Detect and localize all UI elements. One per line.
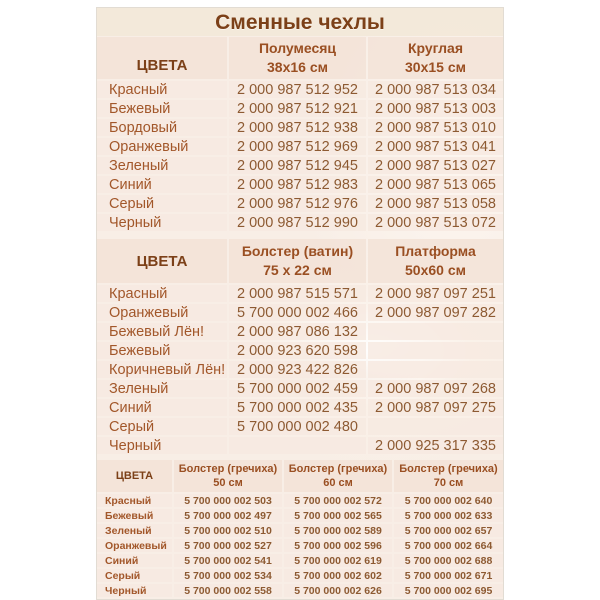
barcode-cell: 2 000 987 086 132 [229, 323, 366, 340]
covers-table-2 [97, 239, 503, 454]
barcode-cell: 2 000 987 513 065 [368, 176, 503, 193]
product-column-header [229, 239, 366, 283]
product-name-label: Болстер (гречиха) [399, 462, 498, 475]
barcode-cell: 5 700 000 002 503 [174, 494, 282, 507]
barcode-cell: 2 000 987 512 990 [229, 214, 366, 231]
product-name-label: Болстер (гречиха) [178, 462, 278, 475]
product-column-header [368, 37, 503, 79]
color-name-cell: Синий [97, 554, 172, 567]
color-name-cell: Зеленый [97, 380, 227, 397]
barcode-cell: 2 000 987 513 034 [368, 81, 503, 98]
product-size-label: 75 х 22 см [263, 262, 332, 278]
barcode-cell: 2 000 987 512 983 [229, 176, 366, 193]
color-name-cell: Бежевый [97, 100, 227, 117]
product-info-sheet [96, 7, 504, 600]
barcode-cell: 2 000 923 620 598 [229, 342, 366, 359]
barcode-cell: 5 700 000 002 497 [174, 509, 282, 522]
barcode-cell: 5 700 000 002 510 [174, 524, 282, 537]
color-name-cell: Черный [97, 214, 227, 231]
barcode-cell: 2 000 987 097 275 [368, 399, 503, 416]
product-column-header [368, 239, 503, 283]
barcode-cell: 5 700 000 002 633 [394, 509, 503, 522]
barcode-cell: 2 000 987 512 938 [229, 119, 366, 136]
product-size-label: 30х15 см [405, 59, 466, 75]
barcode-cell [368, 361, 503, 378]
color-name-cell: Бежевый Лён! [97, 323, 227, 340]
barcode-cell: 5 700 000 002 602 [284, 569, 392, 582]
color-name-cell: Зеленый [97, 157, 227, 174]
barcode-cell: 2 000 987 513 072 [368, 214, 503, 231]
barcode-cell: 5 700 000 002 657 [394, 524, 503, 537]
barcode-cell: 2 000 925 317 335 [368, 437, 503, 454]
color-name-cell: Серый [97, 418, 227, 435]
page-title: Сменные чехлы [97, 8, 503, 36]
product-name-label: Полумесяц [258, 40, 337, 57]
barcode-cell: 2 000 987 512 969 [229, 138, 366, 155]
barcode-cell: 2 000 987 513 027 [368, 157, 503, 174]
barcode-cell: 5 700 000 002 534 [174, 569, 282, 582]
barcode-cell: 2 000 987 513 010 [368, 119, 503, 136]
product-name-label: Болстер (ватин) [241, 243, 354, 260]
barcode-cell [229, 437, 366, 454]
barcode-cell: 2 000 923 422 826 [229, 361, 366, 378]
color-name-cell: Оранжевый [97, 138, 227, 155]
barcode-cell: 5 700 000 002 626 [284, 584, 392, 597]
barcode-cell: 5 700 000 002 671 [394, 569, 503, 582]
barcode-cell: 5 700 000 002 688 [394, 554, 503, 567]
barcode-cell [368, 342, 503, 359]
barcode-cell: 5 700 000 002 558 [174, 584, 282, 597]
color-name-cell: Бордовый [97, 119, 227, 136]
product-size-label: 50 см [213, 477, 243, 489]
colors-column-header: ЦВЕТА [97, 239, 227, 283]
colors-column-header: ЦВЕТА [97, 460, 172, 492]
color-name-cell: Оранжевый [97, 539, 172, 552]
product-column-header [229, 37, 366, 79]
barcode-cell: 5 700 000 002 589 [284, 524, 392, 537]
product-name-label: Болстер (гречиха) [288, 462, 388, 475]
barcode-cell: 5 700 000 002 541 [174, 554, 282, 567]
barcode-cell: 5 700 000 002 640 [394, 494, 503, 507]
product-column-header [284, 460, 392, 492]
barcode-cell: 5 700 000 002 596 [284, 539, 392, 552]
barcode-cell: 2 000 987 513 041 [368, 138, 503, 155]
barcode-cell: 5 700 000 002 565 [284, 509, 392, 522]
barcode-cell: 5 700 000 002 527 [174, 539, 282, 552]
barcode-cell: 5 700 000 002 459 [229, 380, 366, 397]
color-name-cell: Черный [97, 437, 227, 454]
color-name-cell: Синий [97, 399, 227, 416]
color-name-cell: Зеленый [97, 524, 172, 537]
color-name-cell: Оранжевый [97, 304, 227, 321]
product-name-label: Платформа [395, 243, 476, 260]
barcode-cell: 2 000 987 513 003 [368, 100, 503, 117]
barcode-cell: 2 000 987 512 921 [229, 100, 366, 117]
barcode-cell [368, 418, 503, 435]
color-name-cell: Серый [97, 569, 172, 582]
barcode-cell: 5 700 000 002 466 [229, 304, 366, 321]
color-name-cell: Черный [97, 584, 172, 597]
barcode-cell: 5 700 000 002 695 [394, 584, 503, 597]
color-name-cell: Красный [97, 81, 227, 98]
covers-table-3 [97, 460, 503, 597]
color-name-cell: Коричневый Лён! [97, 361, 227, 378]
barcode-cell: 2 000 987 097 282 [368, 304, 503, 321]
product-column-header [174, 460, 282, 492]
barcode-cell: 2 000 987 097 251 [368, 285, 503, 302]
product-size-label: 38х16 см [267, 59, 328, 75]
barcode-cell: 5 700 000 002 572 [284, 494, 392, 507]
color-name-cell: Красный [97, 494, 172, 507]
tables-container [97, 37, 503, 597]
color-name-cell: Бежевый [97, 509, 172, 522]
color-name-cell: Красный [97, 285, 227, 302]
barcode-cell [368, 323, 503, 340]
barcode-cell: 5 700 000 002 619 [284, 554, 392, 567]
barcode-cell: 2 000 987 515 571 [229, 285, 366, 302]
barcode-cell: 5 700 000 002 435 [229, 399, 366, 416]
color-name-cell: Серый [97, 195, 227, 212]
barcode-cell: 2 000 987 097 268 [368, 380, 503, 397]
product-name-label: Круглая [407, 40, 464, 57]
covers-table-1 [97, 37, 503, 231]
colors-column-header: ЦВЕТА [97, 37, 227, 79]
barcode-cell: 2 000 987 512 952 [229, 81, 366, 98]
color-name-cell: Бежевый [97, 342, 227, 359]
barcode-cell: 2 000 987 512 945 [229, 157, 366, 174]
product-column-header [394, 460, 503, 492]
color-name-cell: Синий [97, 176, 227, 193]
barcode-cell: 2 000 987 512 976 [229, 195, 366, 212]
product-size-label: 50х60 см [405, 262, 466, 278]
barcode-cell: 2 000 987 513 058 [368, 195, 503, 212]
product-size-label: 70 см [433, 477, 464, 489]
barcode-cell: 5 700 000 002 664 [394, 539, 503, 552]
barcode-cell: 5 700 000 002 480 [229, 418, 366, 435]
product-size-label: 60 см [323, 477, 353, 489]
